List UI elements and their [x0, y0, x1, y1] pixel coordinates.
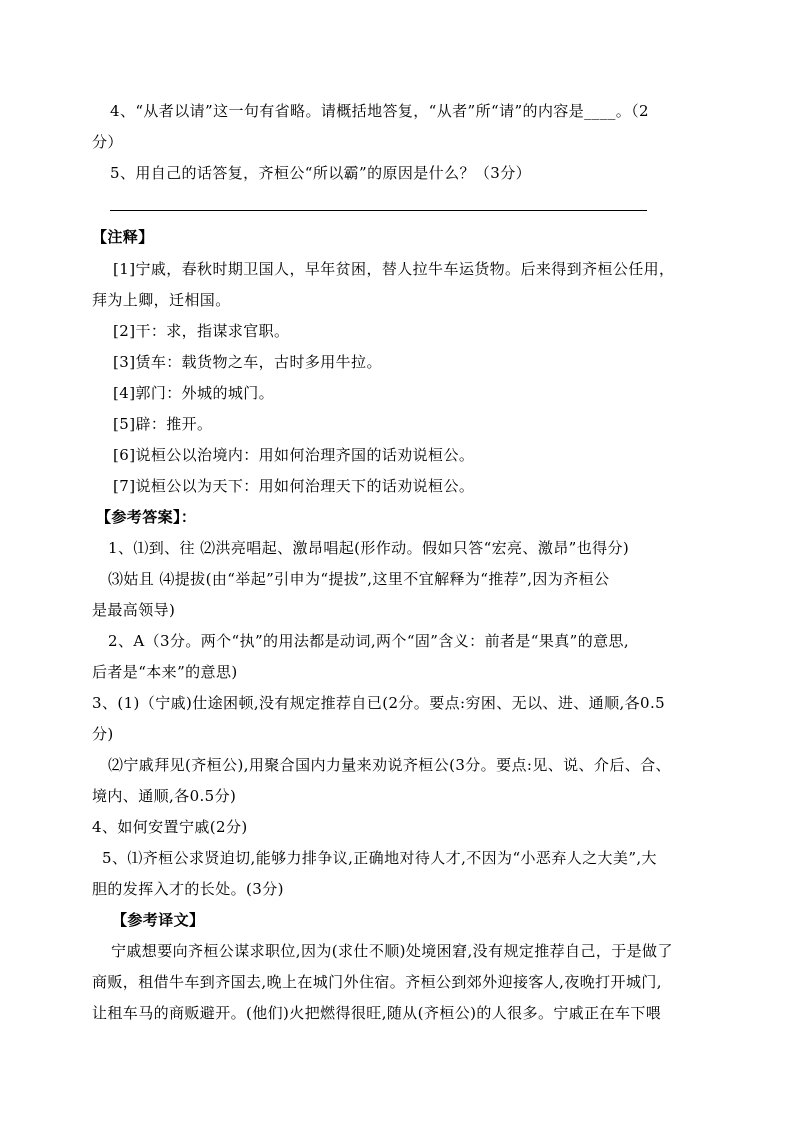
question-4-line-2: 分） — [92, 133, 123, 151]
answer-5-line-1: 5、⑴齐桓公求贤迫切,能够力排争议,正确地对待人才,不因为“小恶弃人之大美”,大 — [102, 849, 657, 867]
translation-heading: 【参考译文】 — [112, 911, 205, 929]
answer-line — [110, 210, 647, 211]
question-5: 5、用自己的话答复，齐桓公“所以霸”的原因是什么？（3分） — [110, 164, 532, 182]
answer-1-line-2: ⑶姑且 ⑷提拔(由“举起”引申为“提拔”,这里不宜解释为“推荐”,因为齐桓公 — [108, 570, 610, 588]
note-5: [5]辟：推开。 — [113, 415, 213, 433]
translation-line-3: 让租车马的商贩避开。(他们)火把燃得很旺,随从(齐桓公)的人很多。宁戚正在车下喂 — [92, 1004, 662, 1022]
answer-2-line-2: 后者是“本来”的意思) — [92, 663, 238, 681]
answer-3-line-3: ⑵宁戚拜见(齐桓公),用聚合国内力量来劝说齐桓公(3分。要点:见、说、介后、合、 — [108, 756, 671, 774]
note-7: [7]说桓公以为天下：用如何治理天下的话劝说桓公。 — [113, 477, 475, 495]
answer-3-line-2: 分) — [92, 725, 114, 743]
question-4-line-1: 4、“从者以请”这一句有省略。请概括地答复，“从者”所“请”的内容是____。（2 — [110, 102, 650, 120]
note-1-line-1: [1]宁戚，春秋时期卫国人，早年贫困，替人拉牛车运货物。后来得到齐桓公任用， — [113, 260, 675, 278]
notes-heading: 【注释】 — [92, 228, 154, 246]
answer-1-line-1: 1、⑴到、往 ⑵洪亮唱起、激昂唱起(形作动。假如只答“宏亮、激昂”也得分) — [108, 539, 630, 557]
answer-1-line-3: 是最高领导) — [92, 601, 176, 619]
note-6: [6]说桓公以治境内：用如何治理齐国的话劝说桓公。 — [113, 446, 475, 464]
translation-line-1: 宁戚想要向齐桓公谋求职位,因为(求仕不顺)处境困窘,没有规定推荐自己，于是做了 — [111, 942, 673, 960]
note-2: [2]干：求，指谋求官职。 — [113, 322, 290, 340]
answer-3-line-1: 3、(1)（宁戚)仕途困顿,没有规定推荐自已(2分。要点:穷困、无以、进、通顺,各0.5 — [92, 694, 666, 712]
translation-line-2: 商贩，租借牛车到齐国去,晚上在城门外住宿。齐桓公到郊外迎接客人,夜晚打开城门, — [92, 973, 662, 991]
answers-heading: 【参考答案】： — [96, 508, 197, 526]
answer-3-line-4: 境内、通顺,各0.5分) — [92, 787, 237, 805]
answer-2-line-1: 2、A（3分。两个“执”的用法都是动词,两个“固”含义：前者是“果真”的意思, — [108, 632, 630, 650]
answer-4: 4、如何安置宁戚(2分) — [92, 818, 248, 836]
note-3: [3]赁车：载货物之车，古时多用牛拉。 — [113, 353, 382, 371]
note-4: [4]郭门：外城的城门。 — [113, 384, 275, 402]
answer-5-line-2: 胆的发挥入才的长处。(3分) — [92, 880, 284, 898]
note-1-line-2: 拜为上卿，迁相国。 — [92, 291, 231, 309]
